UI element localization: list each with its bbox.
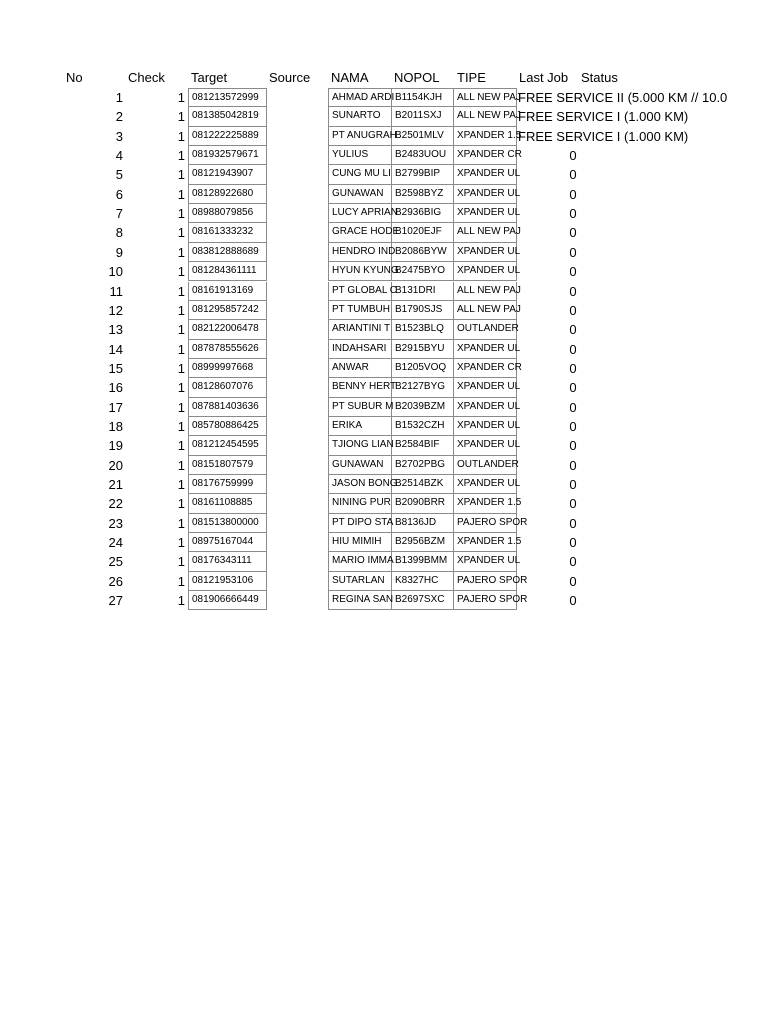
table-row — [0, 146, 768, 165]
cell-last-job[interactable]: 0 — [569, 554, 577, 570]
cell-target[interactable]: 08176759999 — [188, 475, 267, 494]
cell-target[interactable]: 08161333232 — [188, 223, 267, 242]
cell-nopol[interactable]: B2956BZM — [392, 533, 454, 552]
cell-last-job[interactable]: 0 — [569, 225, 577, 241]
cell-tipe[interactable]: XPANDER UL — [454, 204, 517, 223]
cell-target[interactable]: 081284361111 — [188, 262, 267, 281]
cell-status[interactable] — [580, 88, 640, 107]
cell-last-job[interactable]: 0 — [569, 341, 577, 357]
cell-status[interactable] — [580, 456, 640, 475]
cell-last-job[interactable]: 0 — [569, 515, 577, 531]
cell-nama[interactable]: BENNY HERT — [328, 378, 392, 397]
cell-tipe[interactable]: PAJERO SPOR — [454, 514, 517, 533]
cell-target[interactable]: 08176343111 — [188, 552, 267, 571]
cell-nopol[interactable]: B2090BRR — [392, 494, 454, 513]
cell-status[interactable] — [580, 398, 640, 417]
cell-check[interactable]: 1 — [177, 186, 185, 202]
cell-last-job[interactable]: 0 — [569, 380, 577, 396]
cell-source[interactable] — [267, 204, 329, 223]
cell-target[interactable]: 08975167044 — [188, 533, 267, 552]
cell-status[interactable] — [580, 552, 640, 571]
cell-check[interactable]: 1 — [177, 418, 185, 434]
cell-nama[interactable]: HIU MIMIH — [328, 533, 392, 552]
cell-no[interactable]: 8 — [115, 225, 123, 241]
table-row — [0, 552, 768, 571]
cell-status[interactable] — [580, 494, 640, 513]
cell-nopol[interactable]: B2936BIG — [392, 204, 454, 223]
cell-check[interactable]: 1 — [177, 148, 185, 164]
cell-status[interactable] — [580, 320, 640, 339]
cell-last-job[interactable]: 0 — [569, 457, 577, 473]
cell-tipe[interactable]: XPANDER UL — [454, 417, 517, 436]
cell-tipe[interactable]: XPANDER UL — [454, 552, 517, 571]
cell-last-job[interactable]: 0 — [569, 148, 577, 164]
cell-nopol[interactable]: B2475BYO — [392, 262, 454, 281]
cell-no[interactable]: 23 — [108, 515, 123, 531]
cell-last-job[interactable]: 0 — [569, 535, 577, 551]
cell-tipe[interactable]: ALL NEW PAJ — [454, 282, 517, 301]
cell-status[interactable] — [580, 340, 640, 359]
cell-check[interactable]: 1 — [177, 341, 185, 357]
cell-source[interactable] — [267, 572, 329, 591]
cell-no[interactable]: 12 — [108, 302, 123, 318]
cell-last-job[interactable]: 0 — [569, 302, 577, 318]
cell-target[interactable]: 081932579671 — [188, 146, 267, 165]
cell-tipe[interactable]: XPANDER 1.5 — [454, 494, 517, 513]
cell-nopol[interactable]: B2011SXJ — [392, 107, 454, 126]
cell-nopol[interactable]: B1790SJS — [392, 301, 454, 320]
cell-status[interactable] — [580, 282, 640, 301]
cell-check[interactable]: 1 — [177, 380, 185, 396]
table-row — [0, 398, 768, 417]
cell-no[interactable]: 24 — [108, 535, 123, 551]
cell-no[interactable]: 21 — [108, 477, 123, 492]
cell-status[interactable] — [580, 417, 640, 436]
cell-tipe[interactable]: XPANDER UL — [454, 185, 517, 204]
cell-source[interactable] — [267, 552, 329, 571]
cell-nopol[interactable]: B1205VOQ — [392, 359, 454, 378]
header-source: Source — [269, 70, 311, 85]
cell-nama[interactable]: NINING PUR — [328, 494, 392, 513]
cell-target[interactable]: 08128607076 — [188, 378, 267, 397]
cell-status[interactable] — [580, 165, 640, 184]
table-row — [0, 533, 768, 552]
cell-source[interactable] — [267, 165, 329, 184]
cell-tipe[interactable]: ALL NEW PAJ — [454, 223, 517, 242]
cell-source[interactable] — [267, 475, 329, 494]
cell-tipe[interactable]: XPANDER UL — [454, 398, 517, 417]
cell-no[interactable]: 11 — [109, 283, 123, 299]
cell-nopol[interactable]: B2039BZM — [392, 398, 454, 417]
cell-status[interactable] — [580, 107, 640, 126]
cell-check[interactable]: 1 — [177, 90, 185, 105]
cell-target[interactable]: 081212454595 — [188, 436, 267, 455]
table-row — [0, 359, 768, 378]
table-row — [0, 572, 768, 591]
cell-nopol[interactable]: B1523BLQ — [392, 320, 454, 339]
cell-target[interactable]: 08128922680 — [188, 185, 267, 204]
cell-last-job[interactable]: 0 — [569, 593, 577, 609]
cell-last-job[interactable]: FREE SERVICE I (1.000 KM) — [518, 109, 689, 125]
cell-status[interactable] — [580, 359, 640, 378]
cell-target[interactable]: 081295857242 — [188, 301, 267, 320]
cell-last-job[interactable]: 0 — [569, 573, 577, 589]
cell-no[interactable]: 10 — [108, 264, 123, 280]
cell-source[interactable] — [267, 223, 329, 242]
cell-last-job[interactable]: 0 — [569, 167, 577, 183]
cell-status[interactable] — [580, 436, 640, 455]
cell-target[interactable]: 087881403636 — [188, 398, 267, 417]
header-tipe: TIPE — [457, 70, 486, 85]
cell-status[interactable] — [580, 591, 640, 610]
cell-source[interactable] — [267, 282, 329, 301]
cell-nama[interactable]: HENDRO IND — [328, 243, 392, 262]
cell-check[interactable]: 1 — [177, 438, 185, 454]
cell-nopol[interactable]: B131DRI — [392, 282, 454, 301]
cell-target[interactable]: 08988079856 — [188, 204, 267, 223]
cell-tipe[interactable]: PAJERO SPOR — [454, 591, 517, 610]
cell-tipe[interactable]: ALL NEW PAJ — [454, 301, 517, 320]
cell-status[interactable] — [580, 262, 640, 281]
cell-check[interactable]: 1 — [177, 593, 185, 609]
table-row — [0, 514, 768, 533]
cell-target[interactable]: 081222225889 — [188, 127, 267, 146]
table-row — [0, 204, 768, 223]
cell-check[interactable]: 1 — [177, 206, 185, 222]
table-row — [0, 494, 768, 513]
cell-target[interactable]: 083812888689 — [188, 243, 267, 262]
cell-nama[interactable]: GUNAWAN — [328, 185, 392, 204]
cell-check[interactable]: 1 — [177, 244, 185, 260]
cell-source[interactable] — [267, 301, 329, 320]
cell-no[interactable]: 14 — [108, 341, 123, 357]
cell-no[interactable]: 1 — [115, 90, 123, 105]
cell-check[interactable]: 1 — [177, 302, 185, 318]
cell-source[interactable] — [267, 146, 329, 165]
cell-check[interactable]: 1 — [177, 496, 185, 512]
cell-target[interactable]: 081906666449 — [188, 591, 267, 610]
cell-status[interactable] — [580, 243, 640, 262]
cell-source[interactable] — [267, 88, 329, 107]
cell-target[interactable]: 08151807579 — [188, 456, 267, 475]
cell-no[interactable]: 7 — [115, 206, 123, 222]
cell-no[interactable]: 22 — [108, 496, 123, 512]
cell-nama[interactable]: AHMAD ARDI — [328, 88, 392, 107]
cell-nopol[interactable]: B2514BZK — [392, 475, 454, 494]
cell-nama[interactable]: JASON BONG — [328, 475, 392, 494]
cell-tipe[interactable]: XPANDER CR — [454, 146, 517, 165]
cell-nopol[interactable]: B2501MLV — [392, 127, 454, 146]
table-row — [0, 301, 768, 320]
cell-status[interactable] — [580, 533, 640, 552]
cell-no[interactable]: 16 — [108, 380, 123, 396]
cell-target[interactable]: 08161913169 — [188, 282, 267, 301]
cell-check[interactable]: 1 — [177, 457, 185, 473]
cell-last-job[interactable]: 0 — [569, 244, 577, 260]
table-row — [0, 591, 768, 610]
cell-nopol[interactable]: B2915BYU — [392, 340, 454, 359]
cell-status[interactable] — [580, 146, 640, 165]
cell-nopol[interactable]: B2702PBG — [392, 456, 454, 475]
cell-nama[interactable]: ERIKA — [328, 417, 392, 436]
cell-source[interactable] — [267, 359, 329, 378]
cell-nama[interactable]: REGINA SAN — [328, 591, 392, 610]
cell-last-job[interactable]: 0 — [569, 264, 577, 280]
cell-last-job[interactable]: 0 — [569, 418, 577, 434]
cell-source[interactable] — [267, 456, 329, 475]
cell-source[interactable] — [267, 340, 329, 359]
cell-check[interactable]: 1 — [177, 515, 185, 531]
cell-nopol[interactable]: B1020EJF — [392, 223, 454, 242]
cell-nama[interactable]: SUTARLAN — [328, 572, 392, 591]
cell-target[interactable]: 087878555626 — [188, 340, 267, 359]
cell-nama[interactable]: TJIONG LIAN — [328, 436, 392, 455]
cell-source[interactable] — [267, 127, 329, 146]
cell-check[interactable]: 1 — [177, 167, 185, 183]
cell-no[interactable]: 13 — [108, 322, 123, 338]
cell-source[interactable] — [267, 591, 329, 610]
cell-check[interactable]: 1 — [177, 360, 185, 376]
cell-target[interactable]: 081213572999 — [188, 88, 267, 107]
cell-source[interactable] — [267, 514, 329, 533]
header-nopol: NOPOL — [394, 70, 440, 85]
cell-last-job[interactable]: 0 — [569, 283, 577, 299]
cell-nama[interactable]: HYUN KYUNG — [328, 262, 392, 281]
header-status: Status — [581, 70, 618, 85]
cell-check[interactable]: 1 — [177, 322, 185, 338]
cell-source[interactable] — [267, 262, 329, 281]
cell-no[interactable]: 27 — [108, 593, 123, 609]
cell-source[interactable] — [267, 494, 329, 513]
cell-check[interactable]: 1 — [177, 283, 185, 299]
cell-last-job[interactable]: 0 — [569, 399, 577, 415]
cell-check[interactable]: 1 — [177, 264, 185, 280]
cell-source[interactable] — [267, 533, 329, 552]
cell-target[interactable]: 08121943907 — [188, 165, 267, 184]
cell-tipe[interactable]: ALL NEW PAJ — [454, 107, 517, 126]
cell-nopol[interactable]: B1399BMM — [392, 552, 454, 571]
table-row — [0, 107, 768, 126]
cell-no[interactable]: 6 — [115, 186, 123, 202]
cell-nama[interactable]: ANWAR — [328, 359, 392, 378]
cell-nopol[interactable]: B2799BIP — [392, 165, 454, 184]
table-row — [0, 340, 768, 359]
cell-tipe[interactable]: ALL NEW PAJ — [454, 88, 517, 107]
cell-target[interactable]: 081385042819 — [188, 107, 267, 126]
cell-source[interactable] — [267, 378, 329, 397]
cell-nopol[interactable]: B1532CZH — [392, 417, 454, 436]
cell-tipe[interactable]: XPANDER CR — [454, 359, 517, 378]
table-row — [0, 417, 768, 436]
cell-status[interactable] — [580, 223, 640, 242]
table-row — [0, 165, 768, 184]
cell-status[interactable] — [580, 301, 640, 320]
cell-no[interactable]: 20 — [108, 457, 123, 473]
cell-nama[interactable]: PT GLOBAL C — [328, 282, 392, 301]
header-check: Check — [128, 70, 165, 85]
table-row — [0, 243, 768, 262]
cell-nopol[interactable]: B1154KJH — [392, 88, 454, 107]
cell-status[interactable] — [580, 475, 640, 494]
table-row — [0, 475, 768, 494]
cell-target[interactable]: 082122006478 — [188, 320, 267, 339]
table-row — [0, 127, 768, 146]
cell-last-job[interactable]: FREE SERVICE I (1.000 KM) — [518, 128, 689, 144]
table-row — [0, 436, 768, 455]
cell-check[interactable]: 1 — [177, 399, 185, 415]
cell-status[interactable] — [580, 127, 640, 146]
cell-status[interactable] — [580, 378, 640, 397]
cell-check[interactable]: 1 — [177, 109, 185, 125]
cell-status[interactable] — [580, 514, 640, 533]
cell-tipe[interactable]: XPANDER 1.5 — [454, 533, 517, 552]
cell-nama[interactable]: CUNG MU LI — [328, 165, 392, 184]
cell-tipe[interactable]: XPANDER UL — [454, 165, 517, 184]
cell-nama[interactable]: YULIUS — [328, 146, 392, 165]
cell-nopol[interactable]: B2483UOU — [392, 146, 454, 165]
header-last-job: Last Job — [519, 70, 569, 85]
cell-nama[interactable]: GRACE HODE — [328, 223, 392, 242]
cell-no[interactable]: 25 — [108, 554, 123, 570]
cell-nopol[interactable]: B2598BYZ — [392, 185, 454, 204]
cell-status[interactable] — [580, 572, 640, 591]
cell-nama[interactable]: MARIO IMMA — [328, 552, 392, 571]
cell-nama[interactable]: PT DIPO STA — [328, 514, 392, 533]
header-target: Target — [191, 70, 228, 85]
table-row — [0, 320, 768, 339]
cell-no[interactable]: 15 — [108, 360, 123, 376]
table-row — [0, 262, 768, 281]
cell-nama[interactable]: PT SUBUR M — [328, 398, 392, 417]
cell-no[interactable]: 17 — [108, 399, 123, 415]
cell-no[interactable]: 2 — [115, 109, 123, 125]
cell-source[interactable] — [267, 185, 329, 204]
table-row — [0, 378, 768, 397]
cell-nopol[interactable]: B2697SXC — [392, 591, 454, 610]
cell-check[interactable]: 1 — [177, 573, 185, 589]
cell-source[interactable] — [267, 107, 329, 126]
cell-target[interactable]: 08161108885 — [188, 494, 267, 513]
cell-status[interactable] — [580, 204, 640, 223]
table-row — [0, 282, 768, 301]
cell-check[interactable]: 1 — [177, 535, 185, 551]
cell-source[interactable] — [267, 243, 329, 262]
cell-tipe[interactable]: XPANDER UL — [454, 475, 517, 494]
cell-check[interactable]: 1 — [177, 477, 185, 492]
header-nama: NAMA — [331, 70, 369, 85]
cell-last-job[interactable]: FREE SERVICE II (5.000 KM // 10.0 — [518, 90, 728, 105]
cell-tipe[interactable]: XPANDER UL — [454, 378, 517, 397]
cell-last-job[interactable]: 0 — [569, 438, 577, 454]
cell-target[interactable]: 081513800000 — [188, 514, 267, 533]
cell-target[interactable]: 085780886425 — [188, 417, 267, 436]
cell-nama[interactable]: ARIANTINI T — [328, 320, 392, 339]
cell-nama[interactable]: PT ANUGRAH — [328, 127, 392, 146]
header-no: No — [66, 70, 83, 85]
cell-last-job[interactable]: 0 — [569, 496, 577, 512]
cell-tipe[interactable]: PAJERO SPOR — [454, 572, 517, 591]
cell-target[interactable]: 08121953106 — [188, 572, 267, 591]
cell-target[interactable]: 08999997668 — [188, 359, 267, 378]
cell-tipe[interactable]: OUTLANDER — [454, 456, 517, 475]
cell-source[interactable] — [267, 436, 329, 455]
cell-nopol[interactable]: B2584BIF — [392, 436, 454, 455]
cell-nama[interactable]: GUNAWAN — [328, 456, 392, 475]
cell-nama[interactable]: SUNARTO — [328, 107, 392, 126]
cell-no[interactable]: 26 — [108, 573, 123, 589]
cell-nopol[interactable]: K8327HC — [392, 572, 454, 591]
cell-last-job[interactable]: 0 — [569, 477, 577, 492]
cell-no[interactable]: 18 — [108, 418, 123, 434]
cell-tipe[interactable]: XPANDER UL — [454, 340, 517, 359]
table-row — [0, 456, 768, 475]
cell-no[interactable]: 19 — [108, 438, 123, 454]
cell-source[interactable] — [267, 320, 329, 339]
cell-check[interactable]: 1 — [177, 225, 185, 241]
table-row — [0, 88, 768, 107]
cell-last-job[interactable]: 0 — [569, 360, 577, 376]
cell-last-job[interactable]: 0 — [569, 206, 577, 222]
cell-nama[interactable]: INDAHSARI — [328, 340, 392, 359]
table-row — [0, 185, 768, 204]
cell-nopol[interactable]: B8136JD — [392, 514, 454, 533]
cell-source[interactable] — [267, 417, 329, 436]
cell-last-job[interactable]: 0 — [569, 322, 577, 338]
cell-nama[interactable]: LUCY APRIAN — [328, 204, 392, 223]
cell-tipe[interactable]: OUTLANDER — [454, 320, 517, 339]
cell-tipe[interactable]: XPANDER 1.5 — [454, 127, 517, 146]
cell-no[interactable]: 3 — [115, 128, 123, 144]
cell-source[interactable] — [267, 398, 329, 417]
cell-nopol[interactable]: B2127BYG — [392, 378, 454, 397]
cell-no[interactable]: 9 — [115, 244, 123, 260]
cell-tipe[interactable]: XPANDER UL — [454, 262, 517, 281]
cell-last-job[interactable]: 0 — [569, 186, 577, 202]
cell-check[interactable]: 1 — [177, 128, 185, 144]
cell-nama[interactable]: PT TUMBUH — [328, 301, 392, 320]
table-row — [0, 223, 768, 242]
cell-check[interactable]: 1 — [177, 554, 185, 570]
cell-tipe[interactable]: XPANDER UL — [454, 436, 517, 455]
cell-no[interactable]: 5 — [115, 167, 123, 183]
cell-tipe[interactable]: XPANDER UL — [454, 243, 517, 262]
cell-nopol[interactable]: B2086BYW — [392, 243, 454, 262]
cell-no[interactable]: 4 — [115, 148, 123, 164]
cell-status[interactable] — [580, 185, 640, 204]
